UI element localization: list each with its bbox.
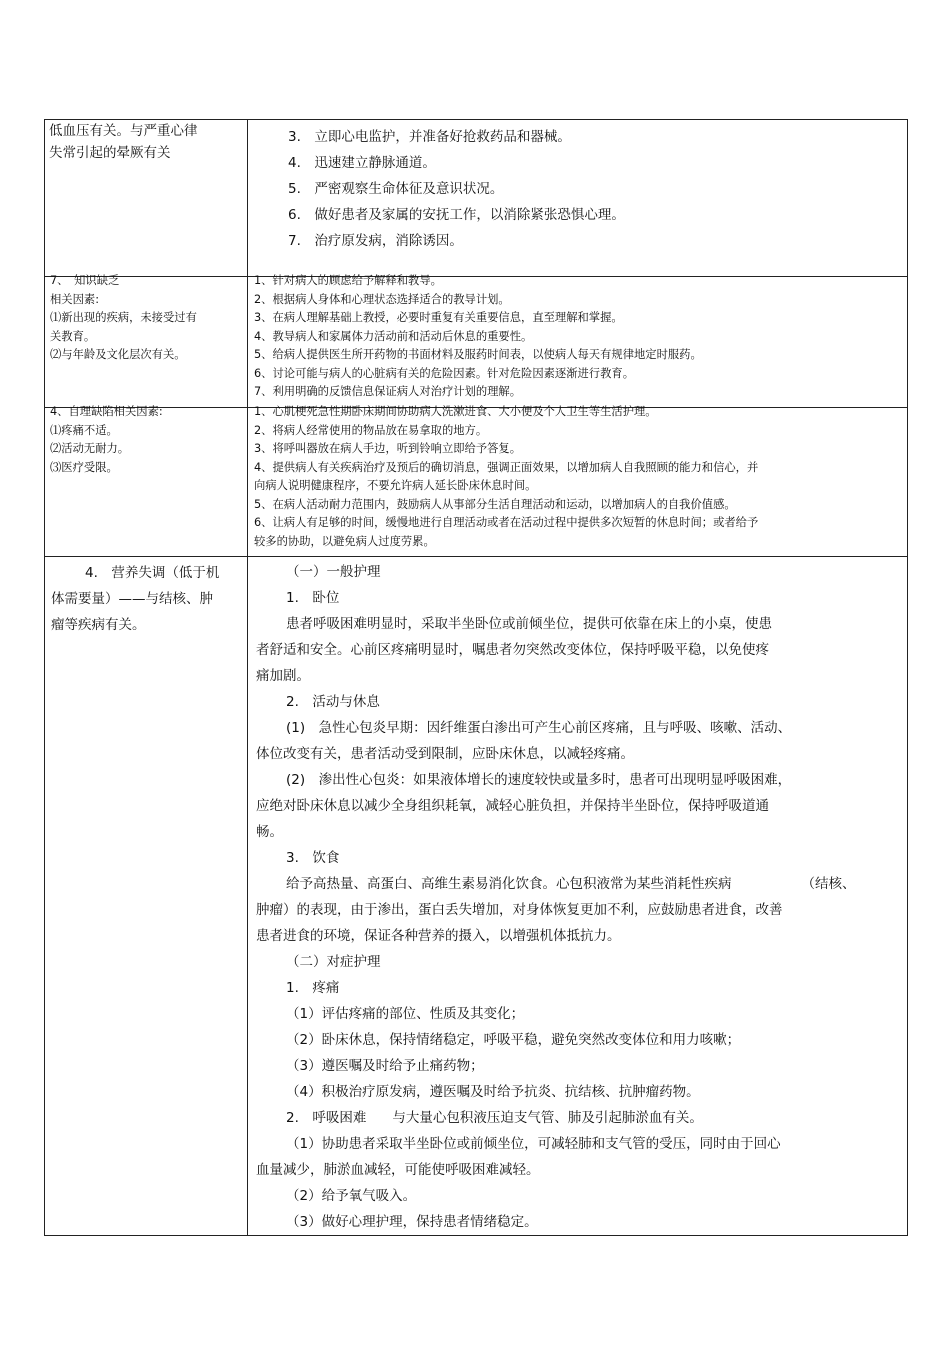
diagnosis-line: 相关因素: xyxy=(50,292,99,306)
diagnosis-line: 4. 营养失调（低于机 xyxy=(85,565,220,581)
measure-text: 1. 疼痛 xyxy=(286,980,340,996)
measure-line xyxy=(256,585,899,611)
measure-text: 1. 卧位 xyxy=(286,590,340,606)
measure-line: 6. 做好患者及家属的安抚工作，以消除紧张恐惧心理。 xyxy=(288,207,625,223)
measure-line: 5、给病人提供医生所开药物的书面材料及服药时间表，以使病人每天有规律地定时服药。 xyxy=(254,348,702,361)
diagnosis-line: 低血压有关。与严重心律 xyxy=(49,123,198,139)
measure-text-tail: 与大量心包积液压迫支气管、肺及引起肺淤血有关。 xyxy=(392,1110,703,1126)
measure-line xyxy=(256,611,899,637)
measure-line xyxy=(256,1131,899,1157)
measure-line: 5. 严密观察生命体征及意识状况。 xyxy=(288,181,504,197)
diagnosis-line: ⑵与年龄及文化层次有关。 xyxy=(50,348,186,361)
measure-text: 血量减少，肺淤血减轻，可能使呼吸困难减轻。 xyxy=(256,1162,540,1178)
measure-text: 痛加剧。 xyxy=(256,668,310,684)
measure-text-tail: （结核、 xyxy=(801,876,856,892)
measure-text: 2. 呼吸困难 xyxy=(286,1110,367,1126)
measure-line xyxy=(256,715,899,741)
measure-line xyxy=(256,637,899,663)
measure-line: 3. 立即心电监护，并准备好抢救药品和器械。 xyxy=(288,129,571,145)
table-row xyxy=(45,120,908,277)
measure-text: （一）一般护理 xyxy=(286,564,381,580)
measure-line xyxy=(256,767,899,793)
diagnosis-line: ⑴新出现的疾病，未接受过有 xyxy=(50,311,197,324)
measure-text: （3）做好心理护理，保持患者情绪稳定。 xyxy=(286,1214,538,1230)
measures-cell xyxy=(248,557,908,1236)
measure-line xyxy=(256,1157,899,1183)
measure-line: 6、讨论可能与病人的心脏病有关的危险因素。针对危险因素逐渐进行教育。 xyxy=(254,366,634,380)
diagnosis-cell xyxy=(45,274,248,408)
measure-text: 患者进食的环境，保证各种营养的摄入，以增强机体抵抗力。 xyxy=(256,928,621,944)
measure-line xyxy=(256,975,899,1001)
measure-text: （1）协助患者采取半坐卧位或前倾坐位，可减轻肺和支气管的受压，同时由于回心 xyxy=(286,1136,781,1152)
measure-text: （2）给予氧气吸入。 xyxy=(286,1188,417,1204)
measure-text: 3. 饮食 xyxy=(286,850,340,866)
diagnosis-cell xyxy=(45,120,248,277)
measure-line: 7、利用明确的反馈信息保证病人对治疗计划的理解。 xyxy=(254,385,522,398)
measure-line: 2、将病人经常使用的物品放在易拿取的地方。 xyxy=(254,423,488,437)
diagnosis-line: 失常引起的晕厥有关 xyxy=(49,145,171,161)
diagnosis-line: 7、 知识缺乏 xyxy=(50,274,120,287)
measure-line: 3、在病人理解基础上教授，必要时重复有关重要信息，直至理解和掌握。 xyxy=(254,311,623,324)
measure-line xyxy=(256,897,899,923)
measure-line: 向病人说明健康程序，不要允许病人延长卧床休息时间。 xyxy=(254,479,537,492)
measure-text: 者舒适和安全。心前区疼痛明显时，嘱患者勿突然改变体位，保持呼吸平稳，以免使疼 xyxy=(256,642,769,658)
measure-text: (1) 急性心包炎早期：因纤维蛋白渗出可产生心前区疼痛，且与呼吸、咳嗽、活动、 xyxy=(286,720,792,736)
measure-line xyxy=(256,1183,899,1209)
diagnosis-line: ⑵活动无耐力。 xyxy=(50,442,130,455)
diagnosis-line: 体需要量）——与结核、肿 xyxy=(51,591,213,607)
table-row xyxy=(45,408,908,557)
measure-text: 应绝对卧床休息以减少全身组织耗氧，减轻心脏负担，并保持半坐卧位，保持呼吸道通 xyxy=(256,798,769,814)
measure-line xyxy=(256,949,899,975)
measure-line: 5、在病人活动耐力范围内，鼓励病人从事部分生活自理活动和运动，以增加病人的自我价值感。 xyxy=(254,497,736,511)
diagnosis-cell xyxy=(45,557,248,1236)
table-row xyxy=(45,557,908,1236)
diagnosis-cell xyxy=(45,405,248,557)
measure-line: 较多的协助，以避免病人过度劳累。 xyxy=(254,534,435,548)
measure-text: 体位改变有关，患者活动受到限制，应卧床休息，以减轻疼痛。 xyxy=(256,746,634,762)
measure-text: （3）遵医嘱及时给予止痛药物； xyxy=(286,1058,484,1074)
measure-line xyxy=(256,845,899,871)
diagnosis-line: 4、自理缺陷相关因素: xyxy=(50,405,163,418)
nursing-care-table xyxy=(44,119,908,1236)
diagnosis-line: ⑴疼痛不适。 xyxy=(50,423,118,437)
measure-line xyxy=(256,923,899,949)
measure-line xyxy=(256,1001,899,1027)
measure-line xyxy=(256,1209,899,1235)
measure-line: 4、教导病人和家属体力活动前和活动后休息的重要性。 xyxy=(254,329,533,343)
measure-line xyxy=(256,741,899,767)
measure-text: 畅。 xyxy=(256,824,283,840)
measure-line xyxy=(256,1027,899,1053)
measures-body xyxy=(256,559,899,1235)
measure-line: 1、针对病人的顾虑给予解释和教导。 xyxy=(254,274,442,287)
measure-line xyxy=(256,1105,899,1131)
diagnosis-line: ⑶医疗受限。 xyxy=(50,460,118,474)
diagnosis-line: 瘤等疾病有关。 xyxy=(51,617,146,633)
measures-cell xyxy=(248,120,908,277)
table-row xyxy=(45,277,908,408)
measure-line xyxy=(256,819,899,845)
measure-text: （1）评估疼痛的部位、性质及其变化； xyxy=(286,1006,525,1022)
measure-text: （2）卧床休息，保持情绪稳定，呼吸平稳，避免突然改变体位和用力咳嗽； xyxy=(286,1032,741,1048)
measure-line: 7. 治疗原发病，消除诱因。 xyxy=(288,233,463,249)
measure-line: 2、根据病人身体和心理状态选择适合的教导计划。 xyxy=(254,292,510,306)
measure-line: 4、提供病人有关疾病治疗及预后的确切消息，强调正面效果，以增加病人自我照顾的能力和信心，并 xyxy=(254,460,759,474)
measure-text: 给予高热量、高蛋白、高维生素易消化饮食。心包积液常为某些消耗性疾病 xyxy=(286,876,732,892)
measure-line xyxy=(256,1079,899,1105)
measure-line xyxy=(256,559,899,585)
measure-line xyxy=(256,1053,899,1079)
measure-line xyxy=(256,663,899,689)
measure-text: 2. 活动与休息 xyxy=(286,694,380,710)
measures-cell xyxy=(248,405,908,557)
measure-line xyxy=(256,871,899,897)
measures-cell xyxy=(248,274,908,408)
measure-line xyxy=(256,689,899,715)
measure-line: 1、心肌梗死急性期卧床期间协助病人洗漱进食、大小便及个人卫生等生活护理。 xyxy=(254,405,657,418)
measure-text: （二）对症护理 xyxy=(286,954,381,970)
measure-text: (2) 渗出性心包炎：如果液体增长的速度较快或量多时，患者可出现明显呼吸困难， xyxy=(286,772,792,788)
measure-text: 肿瘤）的表现，由于渗出，蛋白丢失增加，对身体恢复更加不利，应鼓励患者进食，改善 xyxy=(256,902,783,918)
diagnosis-line: 关教育。 xyxy=(50,329,96,343)
measure-line xyxy=(256,793,899,819)
measure-line: 4. 迅速建立静脉通道。 xyxy=(288,155,436,171)
measure-text: 患者呼吸困难明显时，采取半坐卧位或前倾坐位，提供可依靠在床上的小桌，使患 xyxy=(286,616,772,632)
measure-text: （4）积极治疗原发病，遵医嘱及时给予抗炎、抗结核、抗肿瘤药物。 xyxy=(286,1084,700,1100)
measure-line: 6、让病人有足够的时间，缓慢地进行自理活动或者在活动过程中提供多次短暂的休息时间；或者给予 xyxy=(254,516,759,529)
measure-line: 3、将呼叫器放在病人手边，听到铃响立即给予答复。 xyxy=(254,442,522,455)
